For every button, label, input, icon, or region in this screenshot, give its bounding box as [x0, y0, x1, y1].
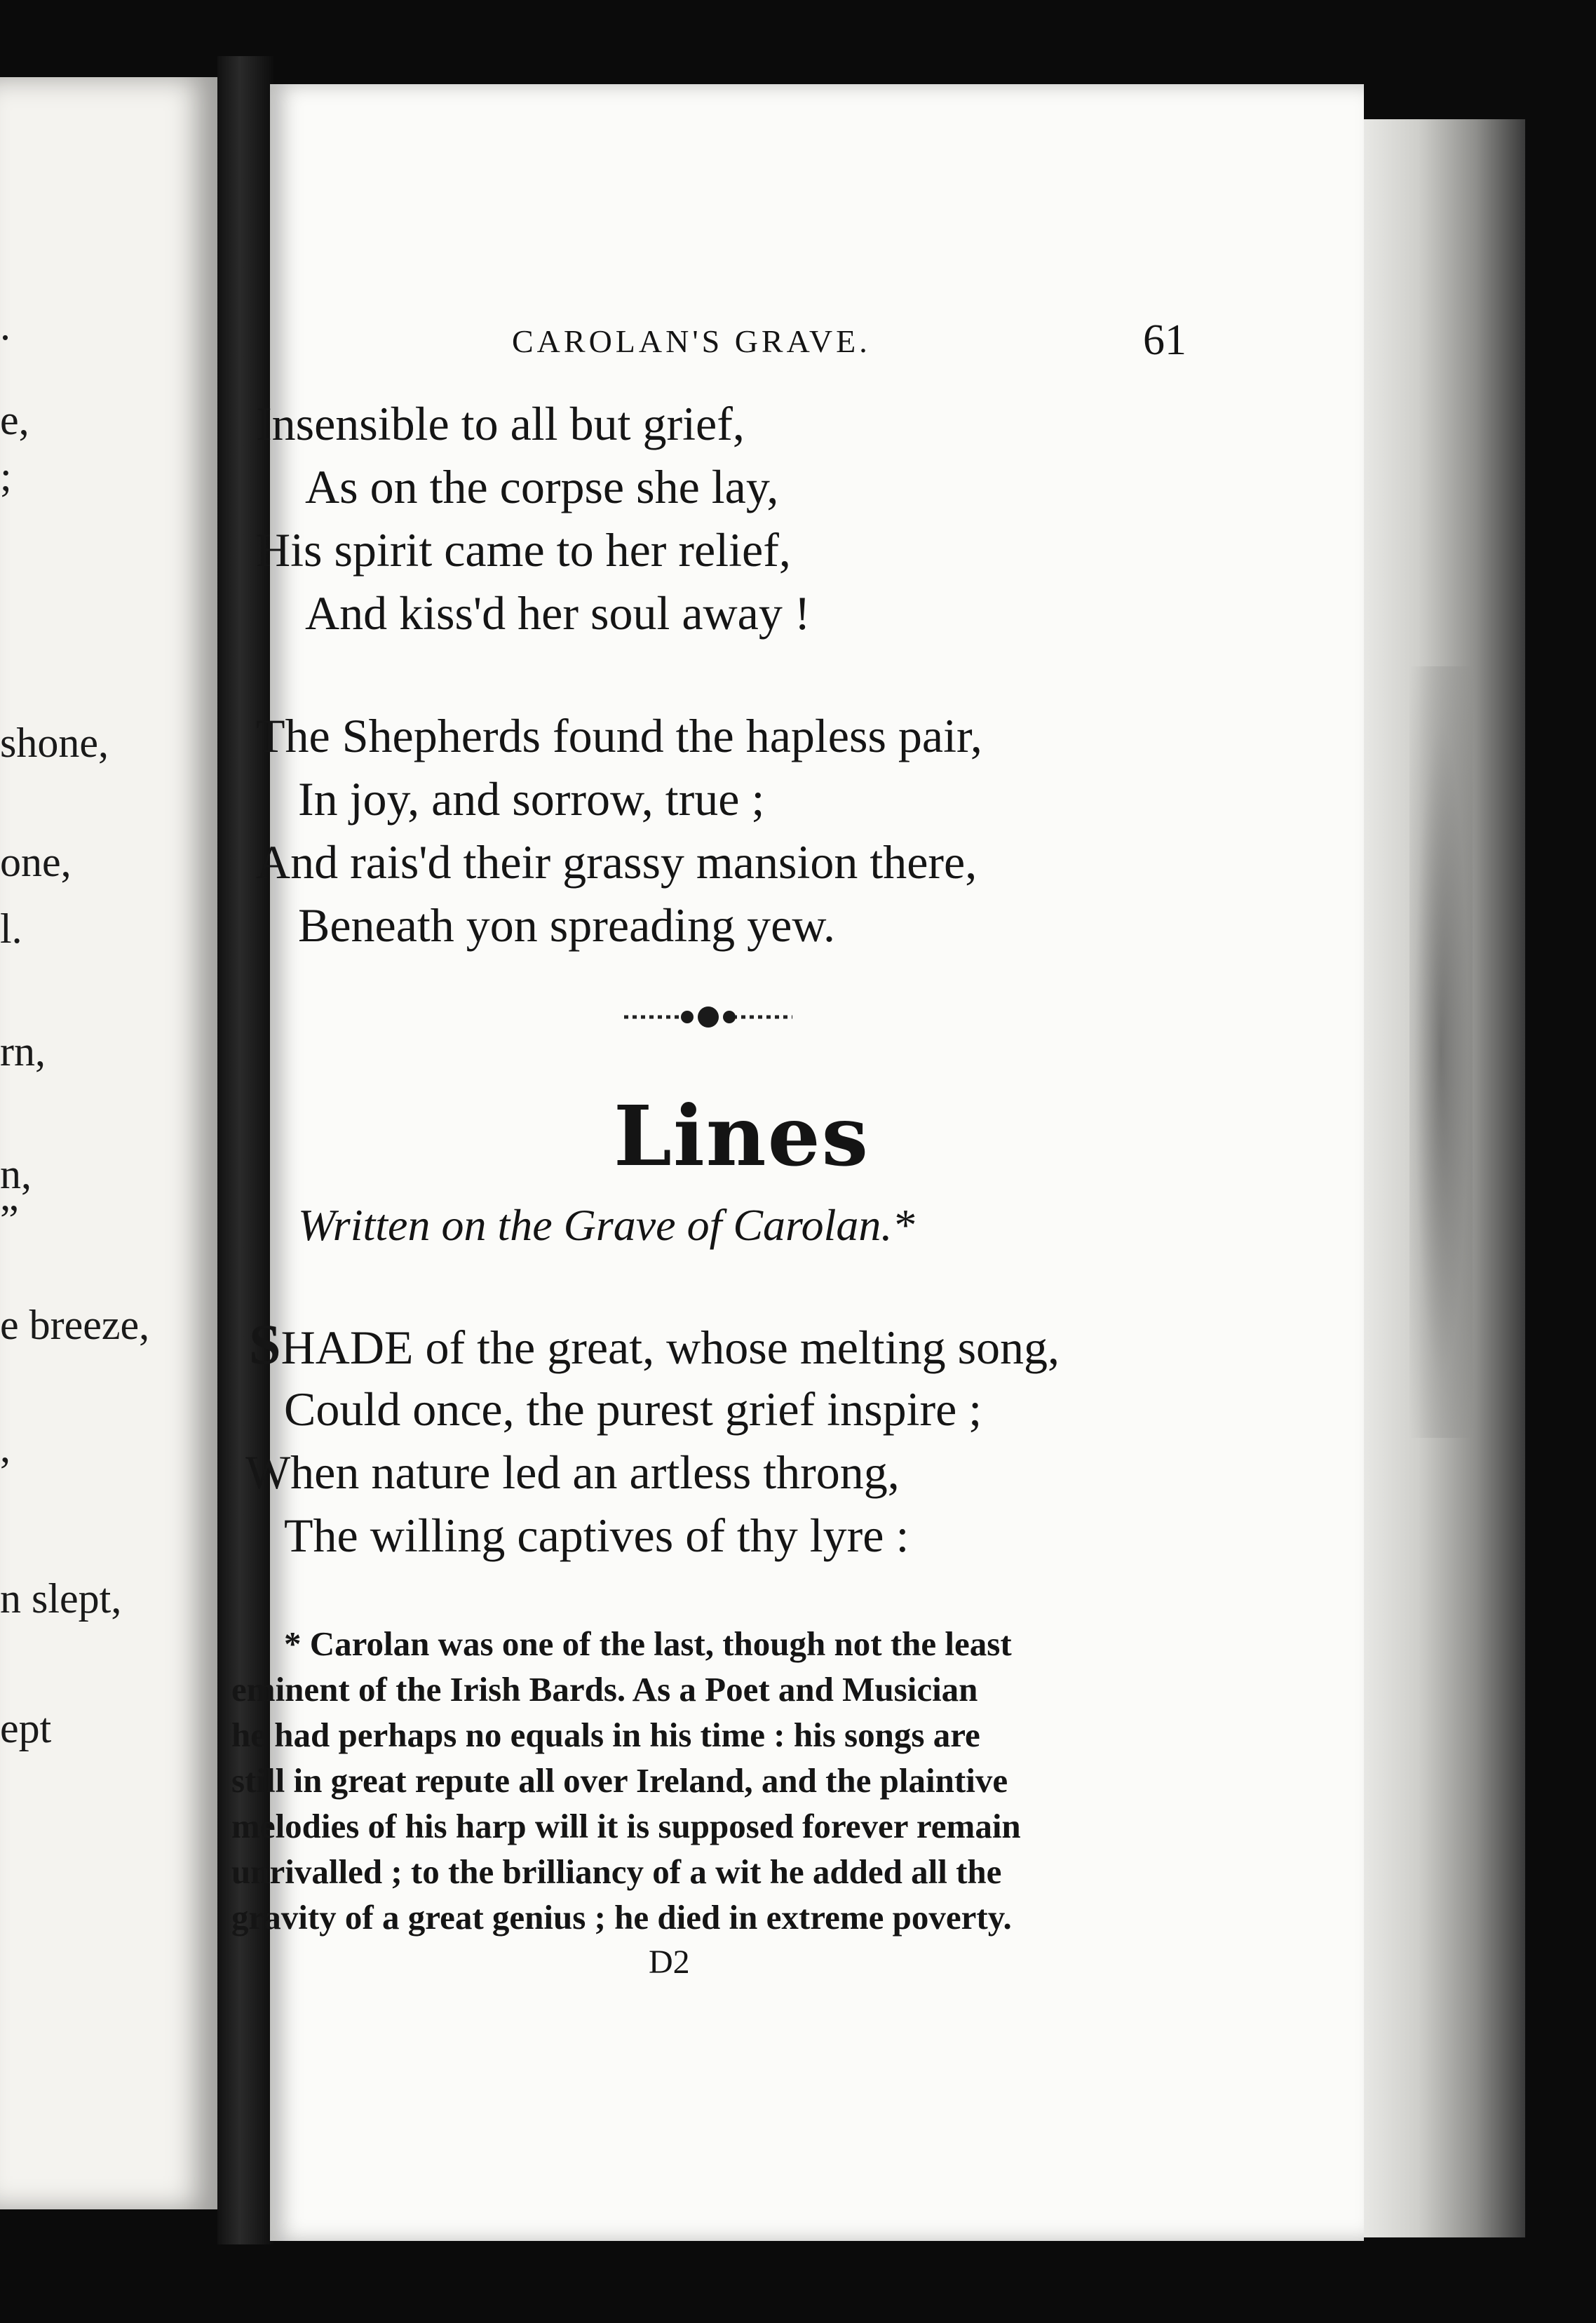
left-text-fragment: n slept, — [0, 1575, 122, 1622]
left-page — [0, 77, 217, 2209]
left-text-fragment: e breeze, — [0, 1302, 150, 1348]
right-page — [231, 84, 1364, 2241]
verse-line: As on the corpse she lay, — [305, 460, 779, 513]
left-text-fragment: one, — [0, 839, 72, 885]
left-text-fragment: shone, — [0, 720, 109, 766]
left-text-fragment: rn, — [0, 1028, 46, 1075]
verse-line: The willing captives of thy lyre : — [284, 1509, 909, 1562]
left-text-fragment: e, — [0, 397, 29, 443]
page-number: 61 — [1143, 316, 1186, 364]
drop-cap: S — [249, 1312, 281, 1376]
left-text-fragment: ” — [0, 1197, 19, 1243]
verse-line: Insensible to all but grief, — [256, 397, 745, 450]
left-text-fragment: , — [0, 1425, 11, 1471]
poem-title: Lines — [614, 1087, 870, 1185]
left-text-fragment: ; — [0, 453, 12, 499]
footnote-line: * Carolan was one of the last, though not the least — [284, 1624, 1012, 1663]
verse-line: Could once, the purest grief inspire ; — [284, 1382, 982, 1436]
verse-line-rest: HADE of the great, whose melting song, — [280, 1321, 1060, 1374]
signature-mark: D2 — [649, 1944, 690, 1981]
left-text-fragment: . — [0, 302, 11, 349]
verse-line: And kiss'd her soul away ! — [305, 586, 811, 640]
verse-line: When nature led an artless throng, — [245, 1446, 900, 1499]
verse-line: The Shepherds found the hapless pair, — [256, 709, 982, 762]
left-text-fragment: ept — [0, 1705, 52, 1751]
verse-line: Beneath yon spreading yew. — [298, 898, 836, 952]
verse-line: His spirit came to her relief, — [256, 523, 791, 577]
footnote-line: he had perhaps no equals in his time : his songs are — [231, 1716, 980, 1754]
page-edge — [1360, 119, 1525, 2237]
poem-subtitle: Written on the Grave of Carolan.* — [298, 1200, 915, 1250]
footnote-line: melodies of his harp will it is supposed forever remain — [231, 1807, 1021, 1845]
left-text-fragment: n, — [0, 1151, 32, 1197]
footnote-line: still in great repute all over Ireland, and the plaintive — [231, 1761, 1008, 1800]
ornament-divider — [617, 996, 799, 1038]
footnote-line: eminent of the Irish Bards. As a Poet and Musician — [231, 1670, 978, 1709]
verse-line-first — [249, 1312, 1060, 1378]
footnote-line: unrivalled ; to the brilliancy of a wit he added all the — [231, 1852, 1002, 1891]
verse-line: And rais'd their grassy mansion there, — [256, 835, 978, 889]
verse-line: In joy, and sorrow, true ; — [298, 772, 765, 826]
left-text-fragment: l. — [0, 905, 22, 952]
page-stain — [1409, 666, 1473, 1438]
footnote-line: gravity of a great genius ; he died in extreme poverty. — [231, 1898, 1012, 1937]
running-head: CAROLAN'S GRAVE. — [512, 323, 871, 359]
